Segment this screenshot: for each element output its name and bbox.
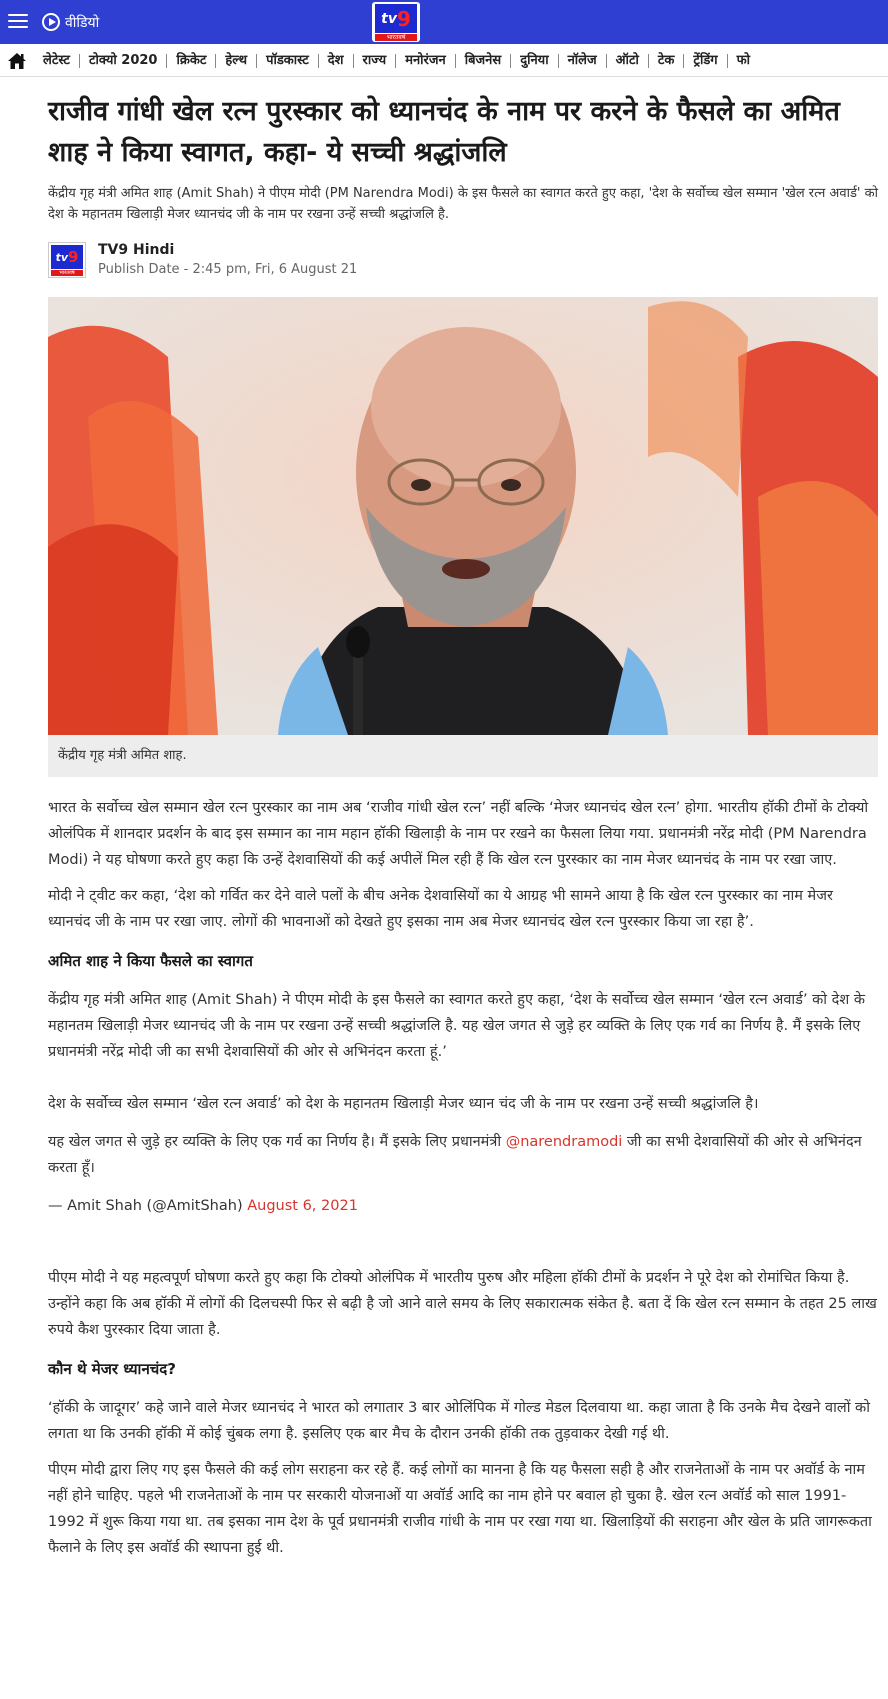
tweet-text: जी का सभी देशवासियों की ओर से अभिनंदन करता हूँ। <box>48 1134 862 1176</box>
paragraph: केंद्रीय गृह मंत्री अमित शाह (Amit Shah) ने पीएम मोदी के इस फैसले का स्वागत करते हुए कहा, ‘देश के सर्वोच्च खेल सम्मान ‘खेल रत्न अवार्ड’ को देश के महानतम खिलाड़ी मेजर ध्यानचंद जी के नाम पर रखना उन्हें सच्ची श्रद्धांजलि है. यह खेल जगत से जुड़े हर व्यक्ति के लिए एक गर्व का निर्णय है. मैं इसके लिए प्रधानमंत्री नरेंद्र मोदी जी का सभी देशवासियों की ओर से अभिनंदन करता हूं.’ <box>48 992 865 1060</box>
article-headline: राजीव गांधी खेल रत्न पुरस्कार को ध्यानचंद के नाम पर करने के फैसले का अमित शाह ने किया स्वागत, कहा- ये सच्ची श्रद्धांजलि <box>48 96 840 168</box>
nav-item[interactable]: ट्रेंडिंग <box>684 54 727 68</box>
nav-item[interactable]: फो <box>736 52 750 68</box>
nav-item[interactable]: हेल्थ <box>216 54 257 68</box>
tweet-text: यह खेल जगत से जुड़े हर व्यक्ति के लिए एक गर्व का निर्णय है। मैं इसके लिए प्रधानमंत्री <box>48 1134 506 1150</box>
paragraph: भारत के सर्वोच्च खेल सम्मान खेल रत्न पुरस्कार का नाम अब ‘राजीव गांधी खेल रत्न’ नहीं बल्कि ‘मेजर ध्यानचंद खेल रत्न’ होगा. भारतीय हॉकी टीमों के टोक्यो ओलंपिक में शानदार प्रदर्शन के बाद इस सम्मान का नाम महान हॉकी खिलाड़ी के नाम पर रखने का फैसला लिया गया. प्रधानमंत्री नरेंद्र मोदी (PM Narendra Modi) ने यह घोषणा करते हुए कहा कि उन्हें देशवासियों की कई अपीलें मिल रही हैं कि खेल रत्न पुरस्कार का नाम मेजर ध्यानचंद के नाम पर रखा जाए. <box>48 800 869 868</box>
embedded-tweet <box>48 1091 878 1219</box>
logo-sub: भारतवर्ष <box>375 34 417 41</box>
video-link[interactable] <box>42 11 99 33</box>
tv9-logo[interactable] <box>372 2 420 42</box>
nav-item[interactable]: नॉलेज <box>559 54 607 68</box>
hamburger-menu-icon[interactable] <box>8 14 28 30</box>
nav-item[interactable]: राज्य <box>354 54 397 68</box>
nav-item[interactable]: लेटेस्ट <box>34 54 80 68</box>
paragraph: पीएम मोदी द्वारा लिए गए इस फैसले की कई लोग सराहना कर रहे हैं. कई लोगों का मानना है कि यह फैसला सही है और राजनेताओं के नाम पर अवॉर्ड के नाम नहीं होने चाहिए. पहले भी राजनेताओं के नाम पर सरकारी योजनाओं या अवॉर्ड आदि का नाम होने पर बवाल हो चुका है. खेल रत्न अवॉर्ड को साल 1991-1992 में शुरू किया गया था. तब इसका नाम देश के पूर्व प्रधानमंत्री राजीव गांधी के नाम पर रखा गया था. खिलाड़ियों की सराहना और खेल के प्रति जागरूकता फैलाने के लिए इस अवॉर्ड की स्थापना हुई थी. <box>48 1462 872 1556</box>
author-avatar <box>48 242 86 278</box>
nav-item[interactable]: टोक्यो 2020 <box>80 54 168 68</box>
author-name[interactable]: TV9 Hindi <box>98 242 175 258</box>
nav-item[interactable]: मनोरंजन <box>396 54 456 68</box>
category-nav <box>0 44 888 77</box>
tweet-date-link[interactable]: August 6, 2021 <box>247 1198 358 1214</box>
top-bar <box>0 0 888 44</box>
video-label: वीडियो <box>65 14 100 31</box>
article-summary: केंद्रीय गृह मंत्री अमित शाह (Amit Shah) ने पीएम मोदी (PM Narendra Modi) के इस फैसले का स्वागत करते हुए कहा, 'देश के सर्वोच्च खेल सम्मान 'खेल रत्न अवार्ड' को देश के महानतम खिलाड़ी मेजर ध्यानचंद जी के नाम पर रखना उन्हें सच्ची श्रद्धांजलि है. <box>48 186 878 222</box>
tweet-attribution <box>48 1193 878 1219</box>
avatar-logo-number: 9 <box>68 248 79 266</box>
paragraph: ‘हॉकी के जादूगर’ कहे जाने वाले मेजर ध्यानचंद ने भारत को लगातार 3 बार ओलिंपिक में गोल्ड मेडल दिलवाया था. कहा जाता है कि उनके मैच देखने वालों को लगता था कि उनकी हॉकी में कोई चुंबक लगा है. इसलिए एक बार मैच के दौरान उनकी हॉकी तक तुड़वाकर देखी गई थी. <box>48 1400 870 1442</box>
tweet-author: — Amit Shah (@AmitShah) <box>48 1198 248 1214</box>
subheading: अमित शाह ने किया फैसले का स्वागत <box>48 952 253 970</box>
article-body <box>48 795 878 1571</box>
nav-item[interactable]: बिजनेस <box>456 54 511 68</box>
tweet-mention-link[interactable]: @narendramodi <box>505 1134 623 1150</box>
home-icon[interactable] <box>7 52 27 70</box>
hero-image <box>48 297 878 735</box>
byline <box>48 242 448 282</box>
logo-text: tv <box>381 10 397 27</box>
tweet-line: देश के सर्वोच्च खेल सम्मान ‘खेल रत्न अवार्ड’ को देश के महानतम खिलाड़ी मेजर ध्यान चंद जी के नाम पर रखना उन्हें सच्ची श्रद्धांजलि है। <box>48 1096 759 1112</box>
nav-item[interactable]: क्रिकेट <box>167 54 216 68</box>
avatar-logo-text: tv <box>55 250 68 264</box>
hero-photo <box>48 297 878 735</box>
paragraph: पीएम मोदी ने यह महत्वपूर्ण घोषणा करते हुए कहा कि टोक्यो ओलंपिक में भारतीय पुरुष और महिला हॉकी टीमों के प्रदर्शन ने पूरे देश को रोमांचित किया है. उन्होंने कहा कि अब हॉकी में लोगों की दिलचस्पी फिर से बढ़ी है जो आने वाले समय के लिए सकारात्मक संकेत है. बता दें कि खेल रत्न सम्मान के तहत 25 लाख रुपये कैश पुरस्कार दिया जाता है. <box>48 1270 877 1338</box>
paragraph: मोदी ने ट्वीट कर कहा, ‘देश को गर्वित कर देने वाले पलों के बीच अनेक देशवासियों का ये आग्रह भी सामने आया है कि खेल रत्न पुरस्कार का नाम मेजर ध्यानचंद जी के नाम पर रखा जाए. लोगों की भावनाओं को देखते हुए इसका नाम अब मेजर ध्यानचंद खेल रत्न पुरस्कार किया जा रहा है’. <box>48 888 833 930</box>
tweet-line <box>48 1129 878 1181</box>
nav-item[interactable]: दुनिया <box>511 54 558 68</box>
nav-items <box>34 44 759 77</box>
avatar-logo-sub: भारतवर्ष <box>51 270 83 276</box>
nav-item[interactable]: ऑटो <box>607 54 649 68</box>
play-circle-icon <box>42 13 60 31</box>
nav-item[interactable]: टेक <box>649 54 685 68</box>
nav-item[interactable]: देश <box>319 54 354 68</box>
logo-number: 9 <box>396 6 411 31</box>
subheading: कौन थे मेजर ध्यानचंद? <box>48 1360 176 1378</box>
publish-date: Publish Date - 2:45 pm, Fri, 6 August 21 <box>98 262 358 277</box>
image-caption: केंद्रीय गृह मंत्री अमित शाह. <box>48 735 878 777</box>
nav-item[interactable]: पॉडकास्ट <box>257 54 319 68</box>
